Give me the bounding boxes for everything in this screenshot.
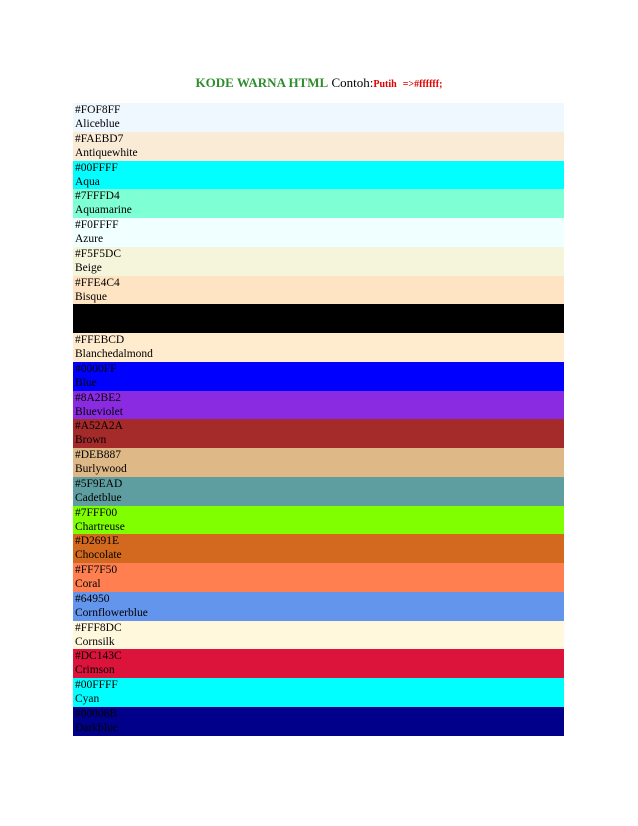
color-row xyxy=(73,477,564,506)
color-row xyxy=(73,563,564,592)
color-hex: #7FFF00 xyxy=(75,506,118,519)
color-name: Cornflowerblue xyxy=(75,606,148,619)
color-row xyxy=(73,621,564,650)
color-row xyxy=(73,649,564,678)
color-name: Aliceblue xyxy=(75,118,120,130)
color-row xyxy=(73,678,564,707)
color-hex: #FAEBD7 xyxy=(75,132,124,145)
color-name: Cadetblue xyxy=(75,491,122,504)
title-contoh: Contoh: xyxy=(331,75,374,90)
color-name: Antiquewhite xyxy=(75,146,138,159)
color-name: Burlywood xyxy=(75,463,127,475)
color-hex: #7FFFD4 xyxy=(75,190,120,203)
color-row xyxy=(73,276,564,305)
color-row xyxy=(73,132,564,161)
color-hex: #64950 xyxy=(75,592,110,605)
color-row xyxy=(73,103,564,132)
color-hex: #F0FFFF xyxy=(75,219,119,231)
color-name: Chartreuse xyxy=(75,520,125,533)
color-name: Black xyxy=(75,319,102,332)
color-table xyxy=(73,103,564,736)
color-hex: #FFF8DC xyxy=(75,621,122,634)
color-hex: #8A2BE2 xyxy=(75,391,121,404)
color-row xyxy=(73,189,564,218)
color-hex: #00FFFF xyxy=(75,679,118,691)
color-name: Blueviolet xyxy=(75,405,123,418)
color-row xyxy=(73,707,564,736)
color-name: Blanchedalmond xyxy=(75,348,153,360)
title-example-code: =>#ffffff; xyxy=(402,79,443,90)
color-name: Beige xyxy=(75,261,102,274)
color-hex: #D2691E xyxy=(75,535,120,548)
color-row xyxy=(73,304,564,333)
color-name: Aqua xyxy=(75,175,100,188)
color-name: Azure xyxy=(75,233,104,245)
color-hex: #0000FF xyxy=(75,362,117,375)
color-row xyxy=(73,247,564,276)
title-main: KODE WARNA HTML xyxy=(195,75,329,90)
color-hex: #FFE4C4 xyxy=(75,276,120,289)
color-hex: #00FFFF xyxy=(75,161,118,174)
color-row xyxy=(73,506,564,535)
color-hex: #A52A2A xyxy=(75,420,123,433)
color-row xyxy=(73,419,564,448)
color-name: Brown xyxy=(75,434,107,447)
title-example-name: Putih xyxy=(373,79,397,90)
color-row xyxy=(73,448,564,477)
color-hex: #DEB887 xyxy=(75,449,121,461)
color-row xyxy=(73,592,564,621)
color-name: Crimson xyxy=(75,664,115,677)
color-name: Darkblue xyxy=(75,721,118,734)
color-name: Cornsilk xyxy=(75,635,115,648)
color-hex: #FF7F50 xyxy=(75,564,118,576)
color-name: Coral xyxy=(75,578,101,590)
color-hex: #00008B xyxy=(75,707,118,720)
page-title xyxy=(0,75,638,91)
color-row xyxy=(73,161,564,190)
color-hex: #000000 xyxy=(75,305,116,318)
color-hex: #FFEBCD xyxy=(75,334,125,346)
color-row xyxy=(73,534,564,563)
color-hex: #DC143C xyxy=(75,650,122,663)
color-hex: #5F9EAD xyxy=(75,477,123,490)
color-name: Cyan xyxy=(75,693,100,705)
color-name: Bisque xyxy=(75,290,107,303)
color-hex: #F5F5DC xyxy=(75,247,122,260)
color-name: Aquamarine xyxy=(75,204,132,217)
color-row xyxy=(73,362,564,391)
color-row xyxy=(73,218,564,247)
color-name: Blue xyxy=(75,376,97,389)
color-hex: #FOF8FF xyxy=(75,104,121,116)
color-row xyxy=(73,391,564,420)
color-row xyxy=(73,333,564,362)
color-name: Chocolate xyxy=(75,549,122,562)
